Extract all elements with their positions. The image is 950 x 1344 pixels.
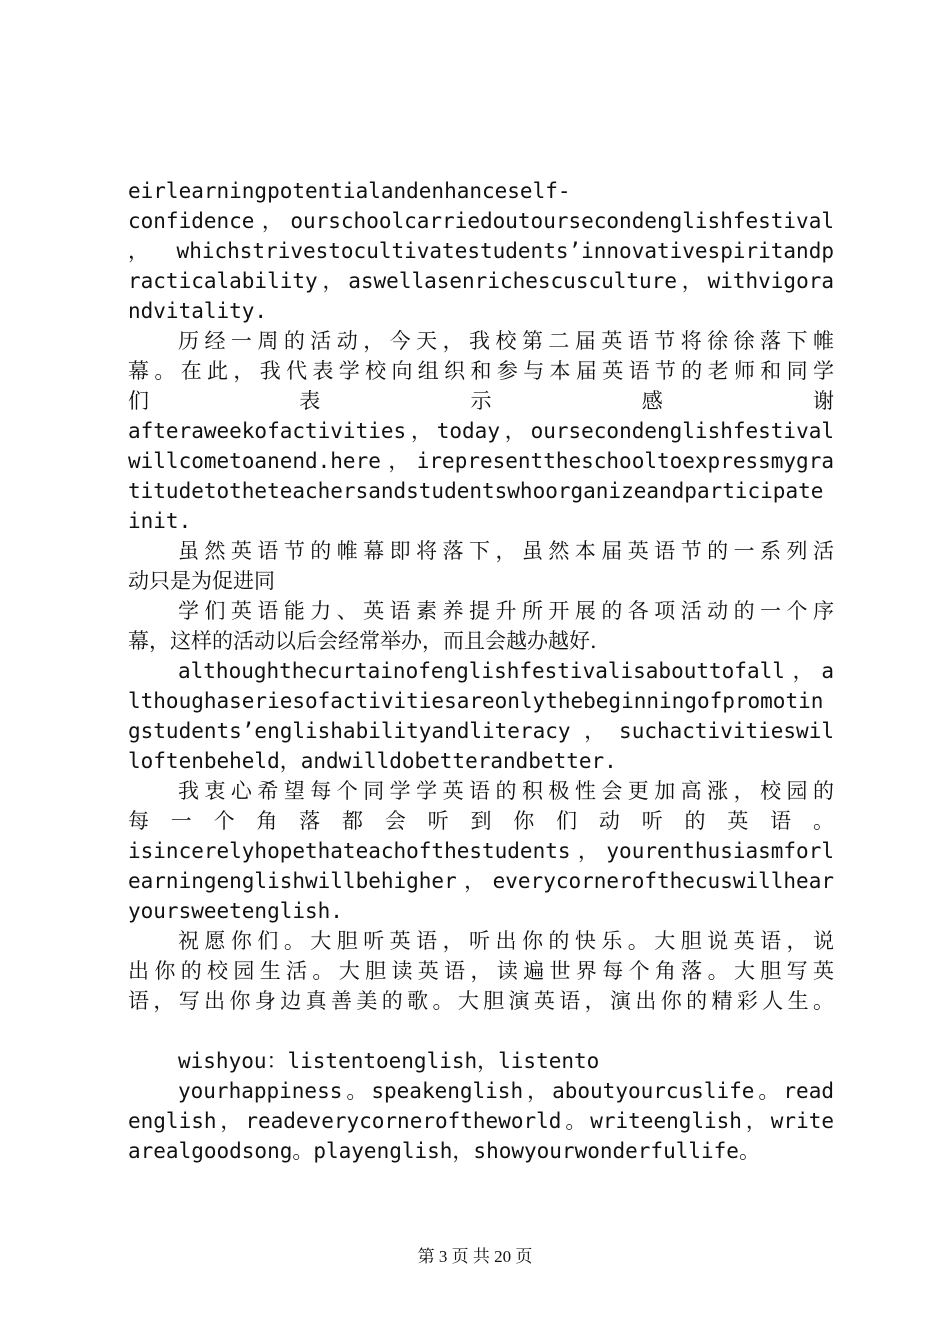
text-line: gstudents’englishabilityandliteracy，suchactivitieswil <box>128 719 834 743</box>
text-line: 语，写出你身边真善美的歌。大胆演英语，演出你的精彩人生。 <box>128 989 834 1013</box>
text-line: eirlearningpotentialandenhanceself- <box>128 179 571 203</box>
paragraph-first-line: wishyou：listentoenglish，listento <box>178 1049 600 1073</box>
text-line: yoursweetenglish. <box>128 899 343 923</box>
text-line: 动只是为促进同 <box>128 569 275 593</box>
paragraph-first-line: 历经一周的活动，今天，我校第二届英语节将徐徐落下帷 <box>178 329 834 353</box>
paragraph-first-line: 学们英语能力、英语素养提升所开展的各项活动的一个序 <box>178 599 834 623</box>
text-line: 们 表 示 感 谢 <box>128 389 834 413</box>
text-line: isincerelyhopethateachofthestudents，yourenthusiasmforl <box>128 839 834 863</box>
text-line: confidence，ourschoolcarriedoutoursecondenglishfestival <box>128 209 834 233</box>
text-line: afteraweekofactivities，today，oursecondenglishfestival <box>128 419 834 443</box>
text-line: racticalability，aswellasenrichescusculture，withvigora <box>128 269 834 293</box>
text-line: ，whichstrivestocultivatestudents’innovativespiritandp <box>128 239 834 263</box>
text-line: english，readeverycorneroftheworld。writeenglish，write <box>128 1109 834 1133</box>
text-line: 幕，这样的活动以后会经常举办，而且会越办越好. <box>128 629 597 653</box>
text-line: titudetotheteachersandstudentswhoorganizeandparticipate <box>128 479 824 503</box>
text-line: willcometoanend.here，irepresenttheschooltoexpressmygra <box>128 449 834 473</box>
text-line: loftenbeheld，andwilldobetterandbetter. <box>128 749 617 773</box>
text-line: 出你的校园生活。大胆读英语，读遍世界每个角落。大胆写英 <box>128 959 834 983</box>
paragraph-first-line: 我衷心希望每个同学学英语的积极性会更加高涨，校园的 <box>178 779 834 803</box>
document-body <box>128 176 834 1166</box>
text-line: lthoughaseriesofactivitiesareonlythebeginningofpromotin <box>128 689 824 713</box>
text-line: arealgoodsong。playenglish，showyourwonderfullife。 <box>128 1139 760 1163</box>
text-line: init. <box>128 509 192 533</box>
paragraph-first-line: althoughthecurtainofenglishfestivalisabouttofall，a <box>178 659 834 683</box>
paragraph-gap <box>128 1016 834 1046</box>
paragraph-first-line: 虽然英语节的帷幕即将落下，虽然本届英语节的一系列活 <box>178 539 834 563</box>
text-line: 幕。在此，我代表学校向组织和参与本届英语节的老师和同学 <box>128 359 834 383</box>
text-line: earningenglishwillbehigher，everycornerofthecuswillhear <box>128 869 834 893</box>
text-line: ndvitality. <box>128 299 268 323</box>
text-line: 每一个角落都会听到你们动听的英语。 <box>128 809 834 833</box>
page-number-footer: 第 3 页 共 20 页 <box>417 1247 533 1266</box>
text-line: yourhappiness。speakenglish，aboutyourcuslife。read <box>178 1079 834 1103</box>
paragraph-first-line: 祝愿你们。大胆听英语，听出你的快乐。大胆说英语，说 <box>178 929 834 953</box>
